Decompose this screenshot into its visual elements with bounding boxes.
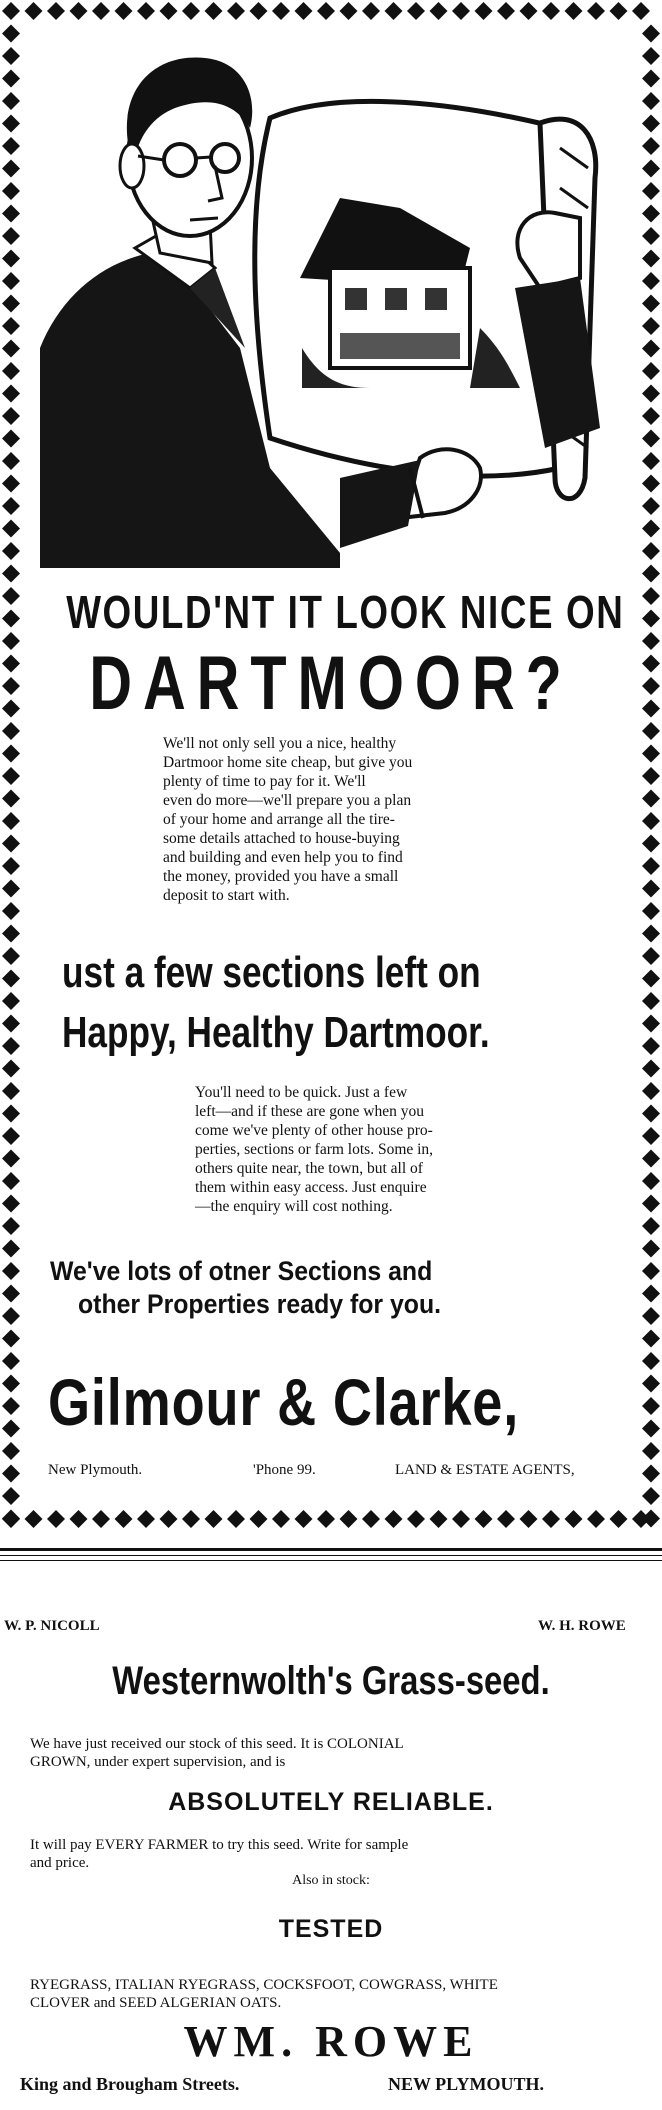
footer-phone: 'Phone 99. (253, 1462, 316, 1478)
border-diamond (362, 1510, 380, 1528)
border-diamond (642, 47, 660, 65)
body-line: You'll need to be quick. Just a few (195, 1084, 408, 1101)
border-diamond (642, 722, 660, 740)
border-diamond (407, 2, 425, 20)
border-diamond (642, 25, 660, 43)
border-diamond (2, 677, 20, 695)
border-diamond (2, 745, 20, 763)
intro-line: GROWN, under expert supervision, and is (30, 1754, 286, 1770)
merchant-town: NEW PLYMOUTH. (388, 2074, 545, 2094)
border-diamond (542, 1510, 560, 1528)
border-diamond (250, 1510, 268, 1528)
border-diamond (2, 1397, 20, 1415)
border-diamond (2, 1150, 20, 1168)
border-diamond (2, 700, 20, 718)
also-in-stock: Also in stock: (292, 1873, 370, 1888)
border-diamond (2, 25, 20, 43)
border-diamond (642, 430, 660, 448)
intro-line: the money, provided you have a small (163, 868, 399, 885)
pitch-line: It will pay EVERY FARMER to try this seed. Write for sample (30, 1837, 409, 1853)
border-diamond (642, 475, 660, 493)
border-diamond (565, 1510, 583, 1528)
border-diamond (2, 385, 20, 403)
border-diamond (2, 565, 20, 583)
border-diamond (642, 655, 660, 673)
border-diamond (642, 677, 660, 695)
border-diamond (47, 2, 65, 20)
border-diamond (642, 970, 660, 988)
tested-heading: TESTED (278, 1915, 384, 1943)
border-diamond (2, 70, 20, 88)
border-diamond (642, 610, 660, 628)
border-diamond (642, 272, 660, 290)
border-diamond (475, 1510, 493, 1528)
body-line: come we've plenty of other house pro- (195, 1122, 433, 1139)
border-diamond (2, 857, 20, 875)
border-diamond (642, 70, 660, 88)
border-diamond (2, 1105, 20, 1123)
border-diamond (642, 1420, 660, 1438)
border-diamond (642, 632, 660, 650)
border-diamond (565, 2, 583, 20)
border-diamond (2, 1375, 20, 1393)
border-diamond (2, 970, 20, 988)
border-diamond (385, 2, 403, 20)
partner-name-left: W. P. NICOLL (4, 1618, 100, 1634)
border-diamond (92, 2, 110, 20)
border-diamond (430, 2, 448, 20)
grass-seed-title: Westernwolth's Grass-seed. (112, 1659, 550, 1703)
border-diamond (2, 1060, 20, 1078)
border-diamond (2, 362, 20, 380)
border-diamond (642, 1195, 660, 1213)
border-diamond (452, 1510, 470, 1528)
border-diamond (642, 317, 660, 335)
border-diamond (2, 497, 20, 515)
body-line: them within easy access. Just enquire (195, 1179, 427, 1196)
border-diamond (2, 1037, 20, 1055)
border-diamond (642, 745, 660, 763)
border-diamond (642, 182, 660, 200)
border-diamond (2, 992, 20, 1010)
sections-line-1: We've lots of otner Sections and (50, 1256, 433, 1286)
stock-line: CLOVER and SEED ALGERIAN OATS. (30, 1995, 282, 2011)
border-diamond (2, 1352, 20, 1370)
border-diamond (2, 47, 20, 65)
border-diamond (2, 1330, 20, 1348)
border-diamond (642, 160, 660, 178)
intro-line: and building and even help you to find (163, 849, 403, 866)
body-paragraph (195, 1083, 433, 1216)
footer-role: LAND & ESTATE AGENTS, (395, 1462, 575, 1478)
border-diamond (2, 407, 20, 425)
border-diamond (205, 1510, 223, 1528)
border-diamond (610, 2, 628, 20)
border-diamond (642, 812, 660, 830)
border-diamond (452, 2, 470, 20)
border-diamond (642, 992, 660, 1010)
border-diamond (642, 137, 660, 155)
border-diamond (137, 2, 155, 20)
border-diamond (385, 1510, 403, 1528)
man-holding-house-picture-illustration (40, 48, 630, 568)
border-diamond (2, 430, 20, 448)
border-diamond (642, 1082, 660, 1100)
border-diamond (2, 160, 20, 178)
border-diamond (340, 1510, 358, 1528)
border-diamond (642, 1465, 660, 1483)
subheadline-line-2: Happy, Healthy Dartmoor. (62, 1008, 490, 1057)
border-diamond (205, 2, 223, 20)
border-diamond (317, 1510, 335, 1528)
intro-line: some details attached to house-buying (163, 830, 400, 847)
border-diamond (2, 1082, 20, 1100)
border-diamond (2, 1172, 20, 1190)
border-diamond (227, 2, 245, 20)
border-diamond (520, 2, 538, 20)
border-diamond (642, 1127, 660, 1145)
border-diamond (2, 722, 20, 740)
border-diamond (642, 497, 660, 515)
grass-seed-intro (30, 1735, 404, 1771)
body-line: left—and if these are gone when you (195, 1103, 424, 1120)
border-diamond (115, 2, 133, 20)
border-diamond (2, 182, 20, 200)
border-diamond (642, 1352, 660, 1370)
border-diamond (642, 925, 660, 943)
border-diamond (160, 2, 178, 20)
border-diamond (2, 1510, 20, 1528)
border-diamond (642, 1510, 660, 1528)
border-diamond (632, 2, 650, 20)
border-diamond (642, 362, 660, 380)
border-diamond (642, 1015, 660, 1033)
border-diamond (2, 295, 20, 313)
headline-line-2: DARTMOOR? (89, 641, 573, 726)
pitch-line: and price. (30, 1855, 90, 1871)
border-diamond (2, 1195, 20, 1213)
border-diamond (642, 250, 660, 268)
merchant-street: King and Brougham Streets. (20, 2074, 240, 2094)
border-diamond (642, 520, 660, 538)
border-diamond (407, 1510, 425, 1528)
border-diamond (2, 880, 20, 898)
border-diamond (295, 1510, 313, 1528)
border-diamond (642, 1150, 660, 1168)
border-diamond (642, 1375, 660, 1393)
border-diamond (160, 1510, 178, 1528)
border-diamond (642, 857, 660, 875)
border-diamond (295, 2, 313, 20)
footer-location: New Plymouth. (48, 1462, 143, 1478)
sections-line-2: other Properties ready for you. (78, 1289, 442, 1319)
border-diamond (182, 2, 200, 20)
border-diamond (2, 1015, 20, 1033)
border-diamond (642, 700, 660, 718)
border-diamond (642, 1307, 660, 1325)
border-diamond (137, 1510, 155, 1528)
border-diamond (642, 902, 660, 920)
intro-line: plenty of time to pay for it. We'll (163, 773, 366, 790)
border-diamond (317, 2, 335, 20)
separator-rule (0, 1548, 662, 1551)
intro-paragraph (163, 734, 412, 905)
border-diamond (430, 1510, 448, 1528)
border-diamond (70, 2, 88, 20)
border-diamond (2, 1240, 20, 1258)
border-diamond (610, 1510, 628, 1528)
border-diamond (2, 1465, 20, 1483)
intro-line: We'll not only sell you a nice, healthy (163, 735, 397, 752)
border-diamond (2, 227, 20, 245)
border-diamond (2, 520, 20, 538)
border-diamond (642, 1217, 660, 1235)
border-diamond (642, 295, 660, 313)
border-diamond (182, 1510, 200, 1528)
border-diamond (642, 407, 660, 425)
border-diamond (2, 92, 20, 110)
border-diamond (2, 475, 20, 493)
border-diamond (520, 1510, 538, 1528)
border-diamond (2, 790, 20, 808)
border-diamond (227, 1510, 245, 1528)
separator-rule (0, 1560, 662, 1561)
border-diamond (642, 767, 660, 785)
border-diamond (642, 1172, 660, 1190)
intro-line: even do more—we'll prepare you a plan (163, 792, 412, 809)
intro-line: Dartmoor home site cheap, but give you (163, 754, 413, 771)
border-diamond (2, 272, 20, 290)
subheadline-line-1: ust a few sections left on (62, 948, 481, 997)
border-diamond (92, 1510, 110, 1528)
border-diamond (2, 340, 20, 358)
border-diamond (2, 1262, 20, 1280)
firm-name: Gilmour & Clarke, (48, 1365, 520, 1439)
border-diamond (642, 340, 660, 358)
border-diamond (587, 2, 605, 20)
body-line: perties, sections or farm lots. Some in, (195, 1141, 434, 1158)
border-diamond (642, 92, 660, 110)
intro-line: deposit to start with. (163, 887, 290, 904)
border-diamond (2, 835, 20, 853)
border-diamond (642, 565, 660, 583)
stock-list (30, 1976, 498, 2012)
border-diamond (642, 115, 660, 133)
border-diamond (642, 452, 660, 470)
border-diamond (642, 1330, 660, 1348)
border-diamond (642, 835, 660, 853)
border-diamond (642, 227, 660, 245)
partner-name-right: W. H. ROWE (538, 1618, 626, 1634)
border-diamond (2, 1442, 20, 1460)
border-diamond (2, 1487, 20, 1505)
grass-seed-pitch (30, 1836, 408, 1872)
border-diamond (542, 2, 560, 20)
border-diamond (25, 1510, 43, 1528)
border-diamond (642, 1442, 660, 1460)
border-diamond (2, 925, 20, 943)
border-diamond (2, 767, 20, 785)
border-diamond (2, 610, 20, 628)
body-line: others quite near, the town, but all of (195, 1160, 423, 1177)
border-diamond (642, 1105, 660, 1123)
border-diamond (2, 137, 20, 155)
border-diamond (2, 812, 20, 830)
body-line: —the enquiry will cost nothing. (195, 1198, 393, 1215)
border-diamond (642, 1037, 660, 1055)
border-diamond (2, 1285, 20, 1303)
border-diamond (587, 1510, 605, 1528)
border-diamond (642, 385, 660, 403)
border-diamond (2, 655, 20, 673)
border-diamond (362, 2, 380, 20)
stock-line: RYEGRASS, ITALIAN RYEGRASS, COCKSFOOT, COWGRASS, WHITE (30, 1977, 498, 1993)
headline-line-1: WOULD'NT IT LOOK NICE ON (66, 586, 625, 638)
border-diamond (2, 317, 20, 335)
border-diamond (340, 2, 358, 20)
border-diamond (642, 790, 660, 808)
border-diamond (2, 115, 20, 133)
merchant-name: WM. ROWE (183, 2017, 479, 2066)
border-diamond (2, 1420, 20, 1438)
border-diamond (2, 542, 20, 560)
border-diamond (2, 902, 20, 920)
border-diamond (2, 452, 20, 470)
border-diamond (2, 250, 20, 268)
border-diamond (475, 2, 493, 20)
border-diamond (642, 1240, 660, 1258)
border-diamond (47, 1510, 65, 1528)
border-diamond (272, 1510, 290, 1528)
reliable-heading: ABSOLUTELY RELIABLE. (168, 1788, 494, 1816)
border-diamond (272, 2, 290, 20)
border-diamond (115, 1510, 133, 1528)
border-diamond (497, 2, 515, 20)
border-diamond (25, 2, 43, 20)
border-diamond (2, 947, 20, 965)
border-diamond (642, 1262, 660, 1280)
border-diamond (642, 205, 660, 223)
intro-line: of your home and arrange all the tire- (163, 811, 395, 828)
border-diamond (70, 1510, 88, 1528)
border-diamond (642, 587, 660, 605)
border-diamond (2, 632, 20, 650)
border-diamond (642, 1487, 660, 1505)
border-diamond (642, 1285, 660, 1303)
border-diamond (2, 587, 20, 605)
border-diamond (642, 1060, 660, 1078)
border-diamond (642, 1397, 660, 1415)
border-diamond (642, 880, 660, 898)
intro-line: We have just received our stock of this seed. It is COLONIAL (30, 1736, 404, 1752)
border-diamond (2, 1127, 20, 1145)
border-diamond (2, 2, 20, 20)
border-diamond (250, 2, 268, 20)
separator-rule (0, 1555, 662, 1556)
border-diamond (497, 1510, 515, 1528)
border-diamond (2, 1307, 20, 1325)
border-diamond (2, 1217, 20, 1235)
border-diamond (2, 205, 20, 223)
border-diamond (642, 947, 660, 965)
border-diamond (642, 542, 660, 560)
